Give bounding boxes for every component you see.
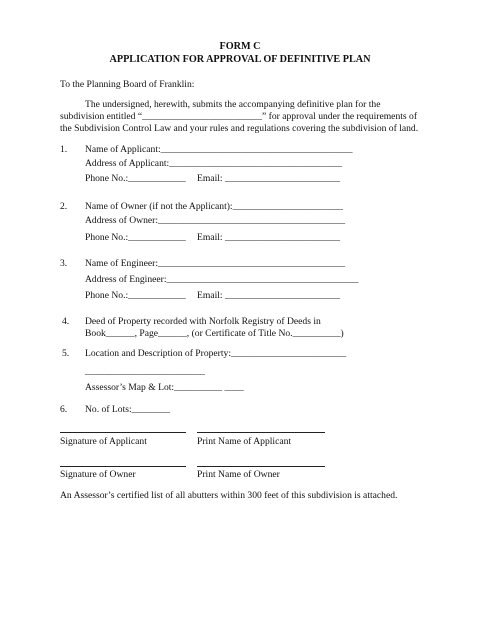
owner-email-field[interactable]: Email: ________________________ xyxy=(197,232,341,243)
engineer-name-field[interactable]: Name of Engineer:_______________________________________ xyxy=(85,258,346,269)
item-number: 5. xyxy=(62,348,70,359)
engineer-email-field[interactable]: Email: ________________________ xyxy=(197,290,341,301)
deed-line: Deed of Property recorded with Norfolk Registry of Deeds in xyxy=(85,316,321,327)
item-number: 2. xyxy=(60,201,68,212)
applicant-email-field[interactable]: Email: ________________________ xyxy=(197,173,341,184)
deed-book-page-field[interactable]: Book______, Page______, (or Certificate of Title No.__________) xyxy=(85,328,344,339)
intro-text: The undersigned, herewith, submits the accompanying definitive plan for the subdivision entitled “_________________________” for approval under the requirements of the Subdivision Control Law and your rules and regulations covering the subdivision of land. xyxy=(60,99,419,134)
owner-print-label: Print Name of Owner xyxy=(197,469,280,480)
intro-paragraph xyxy=(60,99,425,135)
engineer-phone-field[interactable]: Phone No.:____________ xyxy=(85,290,186,301)
salutation: To the Planning Board of Franklin: xyxy=(60,79,195,90)
owner-name-field[interactable]: Name of Owner (if not the Applicant):_______________________ xyxy=(85,201,343,212)
applicant-signature-line[interactable] xyxy=(60,432,186,433)
owner-phone-field[interactable]: Phone No.:____________ xyxy=(85,232,186,243)
location-description-continued-field[interactable]: _________________________ xyxy=(85,366,205,377)
owner-print-line[interactable] xyxy=(197,466,325,467)
applicant-name-field[interactable]: Name of Applicant:________________________________________ xyxy=(85,144,353,155)
applicant-signature-label: Signature of Applicant xyxy=(60,436,147,447)
owner-signature-line[interactable] xyxy=(60,466,186,467)
item-number: 3. xyxy=(60,258,68,269)
item-number: 4. xyxy=(62,316,70,327)
item-number: 6. xyxy=(60,404,68,415)
item-number: 1. xyxy=(60,144,68,155)
owner-address-field[interactable]: Address of Owner:_______________________________________ xyxy=(85,215,346,226)
applicant-print-label: Print Name of Applicant xyxy=(197,436,292,447)
number-of-lots-field[interactable]: No. of Lots:________ xyxy=(85,404,171,415)
engineer-address-field[interactable]: Address of Engineer:________________________________________ xyxy=(85,274,359,285)
applicant-print-line[interactable] xyxy=(197,432,325,433)
location-description-field[interactable]: Location and Description of Property:________________________ xyxy=(85,348,347,359)
assessor-map-lot-field[interactable]: Assessor’s Map & Lot:__________ ____ xyxy=(85,382,244,393)
form-label: FORM C xyxy=(219,41,261,52)
abutters-note: An Assessor’s certified list of all abutters within 300 feet of this subdivision is attached. xyxy=(60,490,398,501)
owner-signature-label: Signature of Owner xyxy=(60,469,136,480)
applicant-address-field[interactable]: Address of Applicant:____________________________________ xyxy=(85,158,342,169)
applicant-phone-field[interactable]: Phone No.:____________ xyxy=(85,173,186,184)
form-title: APPLICATION FOR APPROVAL OF DEFINITIVE PLAN xyxy=(109,54,371,65)
